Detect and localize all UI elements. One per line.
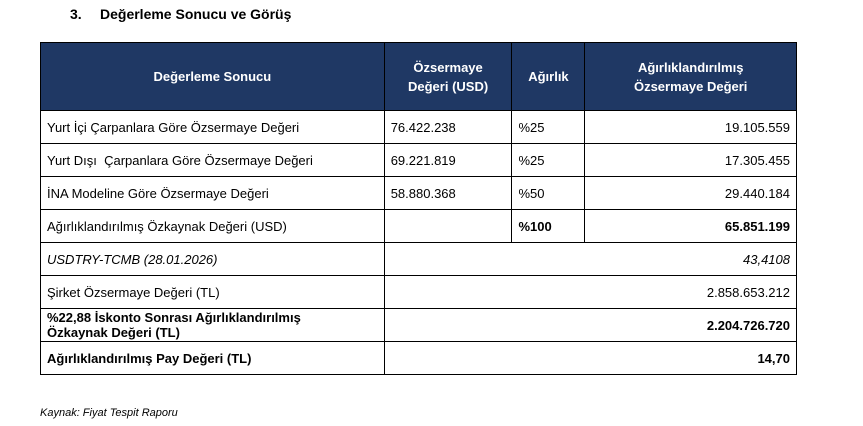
row-weighted-value: 29.440.184	[585, 177, 797, 210]
total-equity-value	[384, 210, 512, 243]
row-label: İNA Modeline Göre Özsermaye Değeri	[41, 177, 385, 210]
row-equity-value: 69.221.819	[384, 144, 512, 177]
share-row	[41, 342, 797, 375]
row-weighted-value: 19.105.559	[585, 111, 797, 144]
equity-tl-value: 2.858.653.212	[384, 276, 796, 309]
source-note: Kaynak: Fiyat Tespit Raporu	[40, 407, 178, 419]
total-row	[41, 210, 797, 243]
discounted-label	[41, 309, 385, 342]
header-row	[41, 43, 797, 111]
discounted-label-line1: %22,88 İskonto Sonrası Ağırlıklandırılmış	[47, 310, 301, 325]
row-label: Yurt Dışı Çarpanlara Göre Özsermaye Değeri	[41, 144, 385, 177]
header-equity-value	[384, 43, 512, 111]
row-weight: %50	[512, 177, 585, 210]
row-equity-value: 76.422.238	[384, 111, 512, 144]
fx-label: USDTRY-TCMB (28.01.2026)	[41, 243, 385, 276]
header-valuation-result: Değerleme Sonucu	[41, 43, 385, 111]
header-equity-value-line2: Değeri (USD)	[408, 78, 489, 94]
section-title	[70, 6, 291, 22]
header-weighted-equity-line2: Özsermaye Değeri	[633, 78, 748, 94]
fx-value: 43,4108	[384, 243, 796, 276]
total-label: Ağırlıklandırılmış Özkaynak Değeri (USD)	[41, 210, 385, 243]
header-weight: Ağırlık	[512, 43, 585, 111]
row-weight: %25	[512, 144, 585, 177]
discounted-value: 2.204.726.720	[384, 309, 796, 342]
row-weighted-value: 17.305.455	[585, 144, 797, 177]
row-label: Yurt İçi Çarpanlara Göre Özsermaye Değeri	[41, 111, 385, 144]
table-row	[41, 111, 797, 144]
row-equity-value: 58.880.368	[384, 177, 512, 210]
valuation-table	[40, 42, 797, 375]
row-weight: %25	[512, 111, 585, 144]
table-row	[41, 144, 797, 177]
header-weighted-equity	[585, 43, 797, 111]
total-weight: %100	[512, 210, 585, 243]
equity-tl-row	[41, 276, 797, 309]
section-title-text: Değerleme Sonucu ve Görüş	[100, 6, 292, 22]
share-label: Ağırlıklandırılmış Pay Değeri (TL)	[41, 342, 385, 375]
share-value: 14,70	[384, 342, 796, 375]
discounted-row	[41, 309, 797, 342]
equity-tl-label: Şirket Özsermaye Değeri (TL)	[41, 276, 385, 309]
table-row	[41, 177, 797, 210]
header-weighted-equity-line1: Ağırlıklandırılmış	[637, 59, 744, 75]
discounted-label-line2: Özkaynak Değeri (TL)	[47, 325, 180, 340]
fx-row	[41, 243, 797, 276]
section-number: 3.	[70, 6, 82, 22]
header-equity-value-line1: Özsermaye	[413, 59, 483, 75]
total-weighted-value: 65.851.199	[585, 210, 797, 243]
